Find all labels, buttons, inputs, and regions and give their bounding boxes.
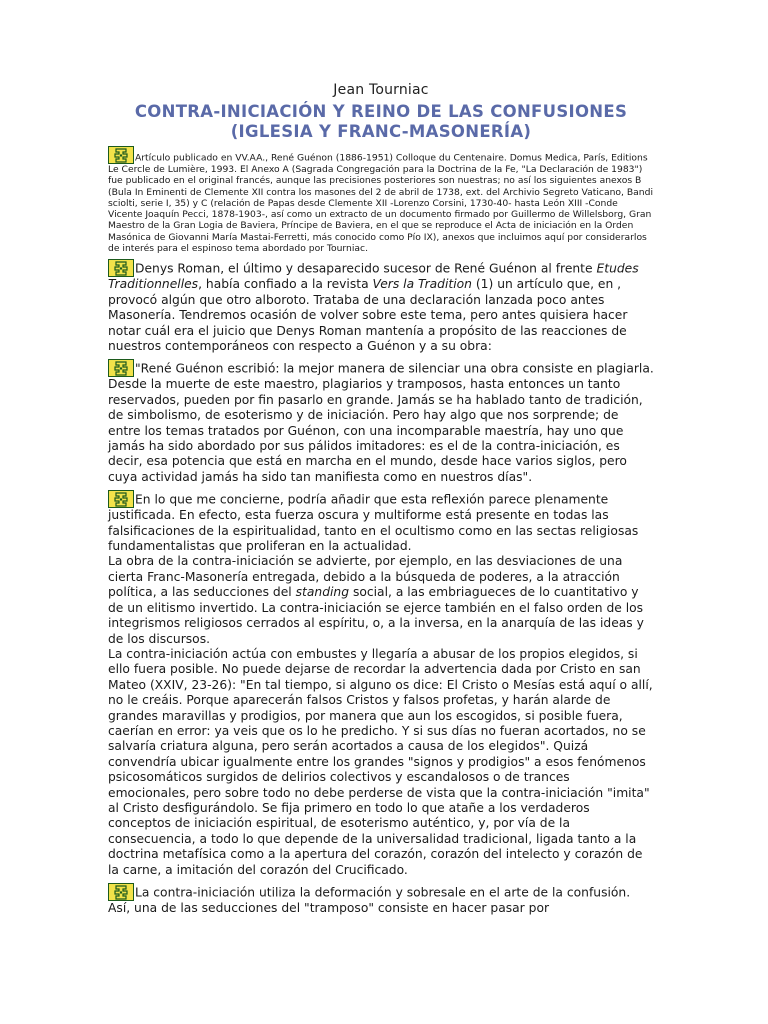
broken-image-icon	[108, 259, 134, 277]
footnote-text: Artículo publicado en VV.AA., René Guénon (1886-1951) Colloque du Centenaire. Domus Medica, París, Editions Le Cercle de Lumière, 1993. El Anexo A (Sagrada Congregación para la Doctrina de la Fe, "La Declaración de 1983") fue publicado en el original francés, aunque las precisiones posteriores son nuestras; no así los siguientes anexos B (Bula In Eminenti de Clemente XII contra los masones del 2 de abril de 1738, ext. del Archivio Segreto Vaticano, Bandi sciolti, serie I, 35) y C (relación de Papas desde Clemente XII -Lorenzo Corsini, 1730-40- hasta León XIII -Conde Vicente Joaquín Pecci, 1878-1903-, así como un extracto de un documento firmado por Guillermo de Willelsborg, Gran Maestro de la Gran Logia de Baviera, Príncipe de Baviera, en el que se reproduce el Acta de iniciación en la Orden Masónica de Giovanni María Mastai-Ferretti, más conocido como Pío IX), anexos que incluimos aquí por considerarlos de interés para el espinoso tema abordado por Tourniac.	[108, 152, 653, 255]
broken-image-icon	[108, 490, 134, 508]
broken-image-icon	[108, 359, 134, 377]
paragraph-4-text-a: La obra de la contra-iniciación se advierte, por ejemplo, en las desviaciones de una cierta Franc-Masonería entregada, debido a la búsqueda de poderes, a la atracción política, a las seducciones del	[108, 554, 623, 600]
paragraph-2	[108, 359, 654, 485]
author-name: Jean Tourniac	[333, 82, 429, 98]
paragraph-1	[108, 259, 654, 354]
footnote-paragraph	[108, 146, 654, 254]
journal-title-etudes: Etudes Traditionnelles	[108, 261, 639, 292]
paragraph-4	[108, 554, 654, 646]
title-line-1: CONTRA-INICIACIÓN Y REINO DE LAS CONFUSIONES	[134, 102, 628, 121]
paragraph-5: La contra-iniciación actúa con embustes y llegaría a abusar de los propios elegidos, si ello fuera posible. No puede dejarse de recordar la advertencia dada por Cristo en san Mateo (XXIV, 23-26): "En tal tiempo, si alguno os dice: El Cristo o Mesías está aquí o allí, no le creáis. Porque aparecerán falsos Cristos y falsos profetas, y harán alarde de grandes maravillas y prodigios, por manera que aun los escogidos, si posible fuera, caerían en error: ya veis que os lo he predicho. Y si sus días no fueran acortados, no se salvaría criatura alguna, pero serán acortados a causa de los elegidos". Quizá convendría ubicar igualmente entre los grandes "signos y prodigios" a esos fenómenos psicosomáticos surgidos de delirios colectivos y escandalosos o de trances emocionales, pero sobre todo no debe perderse de vista que la contra-iniciación "imita" al Cristo desfigurándolo. Se fija primero en todo lo que atañe a los verdaderos conceptos de iniciación espiritual, de esoterismo auténtico, y, por vía de la consecuencia, a todo lo que depende de la universalidad tradicional, ligada tanto a la doctrina metafísica como a la apertura del corazón, corazón del intelecto y corazón de la carne, a imitación del corazón del Crucificado.	[108, 646, 653, 877]
paragraph-6-text: La contra-iniciación utiliza la deformación y sobresale en el arte de la confusión. Así, una de las seducciones del "tramposo" consiste en hacer pasar por	[108, 885, 631, 915]
paragraph-1-text-e: (1) un artículo que, en , provocó algún que otro alboroto. Trataba de una declaración lanzada poco antes Masonería. Tendremos ocasión de volver sobre este tema, pero antes quisiera hacer notar cuál era el juicio que Denys Roman mantenía a propósito de las reacciones de nuestros contemporáneos con respecto a Guénon y a su obra:	[108, 277, 628, 353]
paragraph-4-text-c: social, a las embriagueces de lo cuantitativo y de un elitismo invertido. La contra-iniciación se ejerce también en el falso orden de los integrismos religiosos cerrados al espíritu, o, a la inversa, en la anarquía de las ideas y de los discursos.	[108, 585, 644, 646]
title-line-2: (IGLESIA Y FRANC-MASONERÍA)	[230, 122, 532, 141]
paragraph-1-text-a: Denys Roman, el último y desaparecido sucesor de René Guénon al frente	[135, 261, 597, 276]
paragraph-6	[108, 883, 654, 916]
broken-image-icon	[108, 146, 134, 164]
paragraph-3	[108, 490, 654, 554]
paragraph-2-text: "René Guénon escribió: la mejor manera de silenciar una obra consiste en plagiarla. Desde la muerte de este maestro, plagiarios y tramposos, hasta entonces un tanto reservados, pueden por fin pasarlo en grande. Jamás se ha hablado tanto de tradición, de simbolismo, de esoterismo y de iniciación. Pero hay algo que nos sorprende; de entre los temas tratados por Guénon, con una incomparable maestría, hay uno que jamás ha sido abordado por sus pálidos imitadores: es el de la contra-iniciación, es decir, esa potencia que está en marcha en el mundo, desde hace varios siglos, pero cuya actividad jamás ha sido tan manifiesta como en nuestros días".	[108, 362, 654, 484]
document-title	[108, 102, 654, 142]
document-page	[108, 82, 654, 916]
broken-image-icon	[108, 883, 134, 901]
paragraph-3-text: En lo que me concierne, podría añadir que esta reflexión parece plenamente justificada. En efecto, esta fuerza oscura y multiforme está presente en todas las falsificaciones de la espiritualidad, tanto en el ocultismo como en las sectas religiosas fundamentalistas que proliferan en la actualidad.	[108, 492, 639, 554]
paragraph-1-text-c: , había confiado a la revista	[198, 277, 373, 292]
standing-word: standing	[295, 585, 350, 600]
journal-title-vers-la-tradition: Vers la Tradition	[372, 277, 472, 292]
